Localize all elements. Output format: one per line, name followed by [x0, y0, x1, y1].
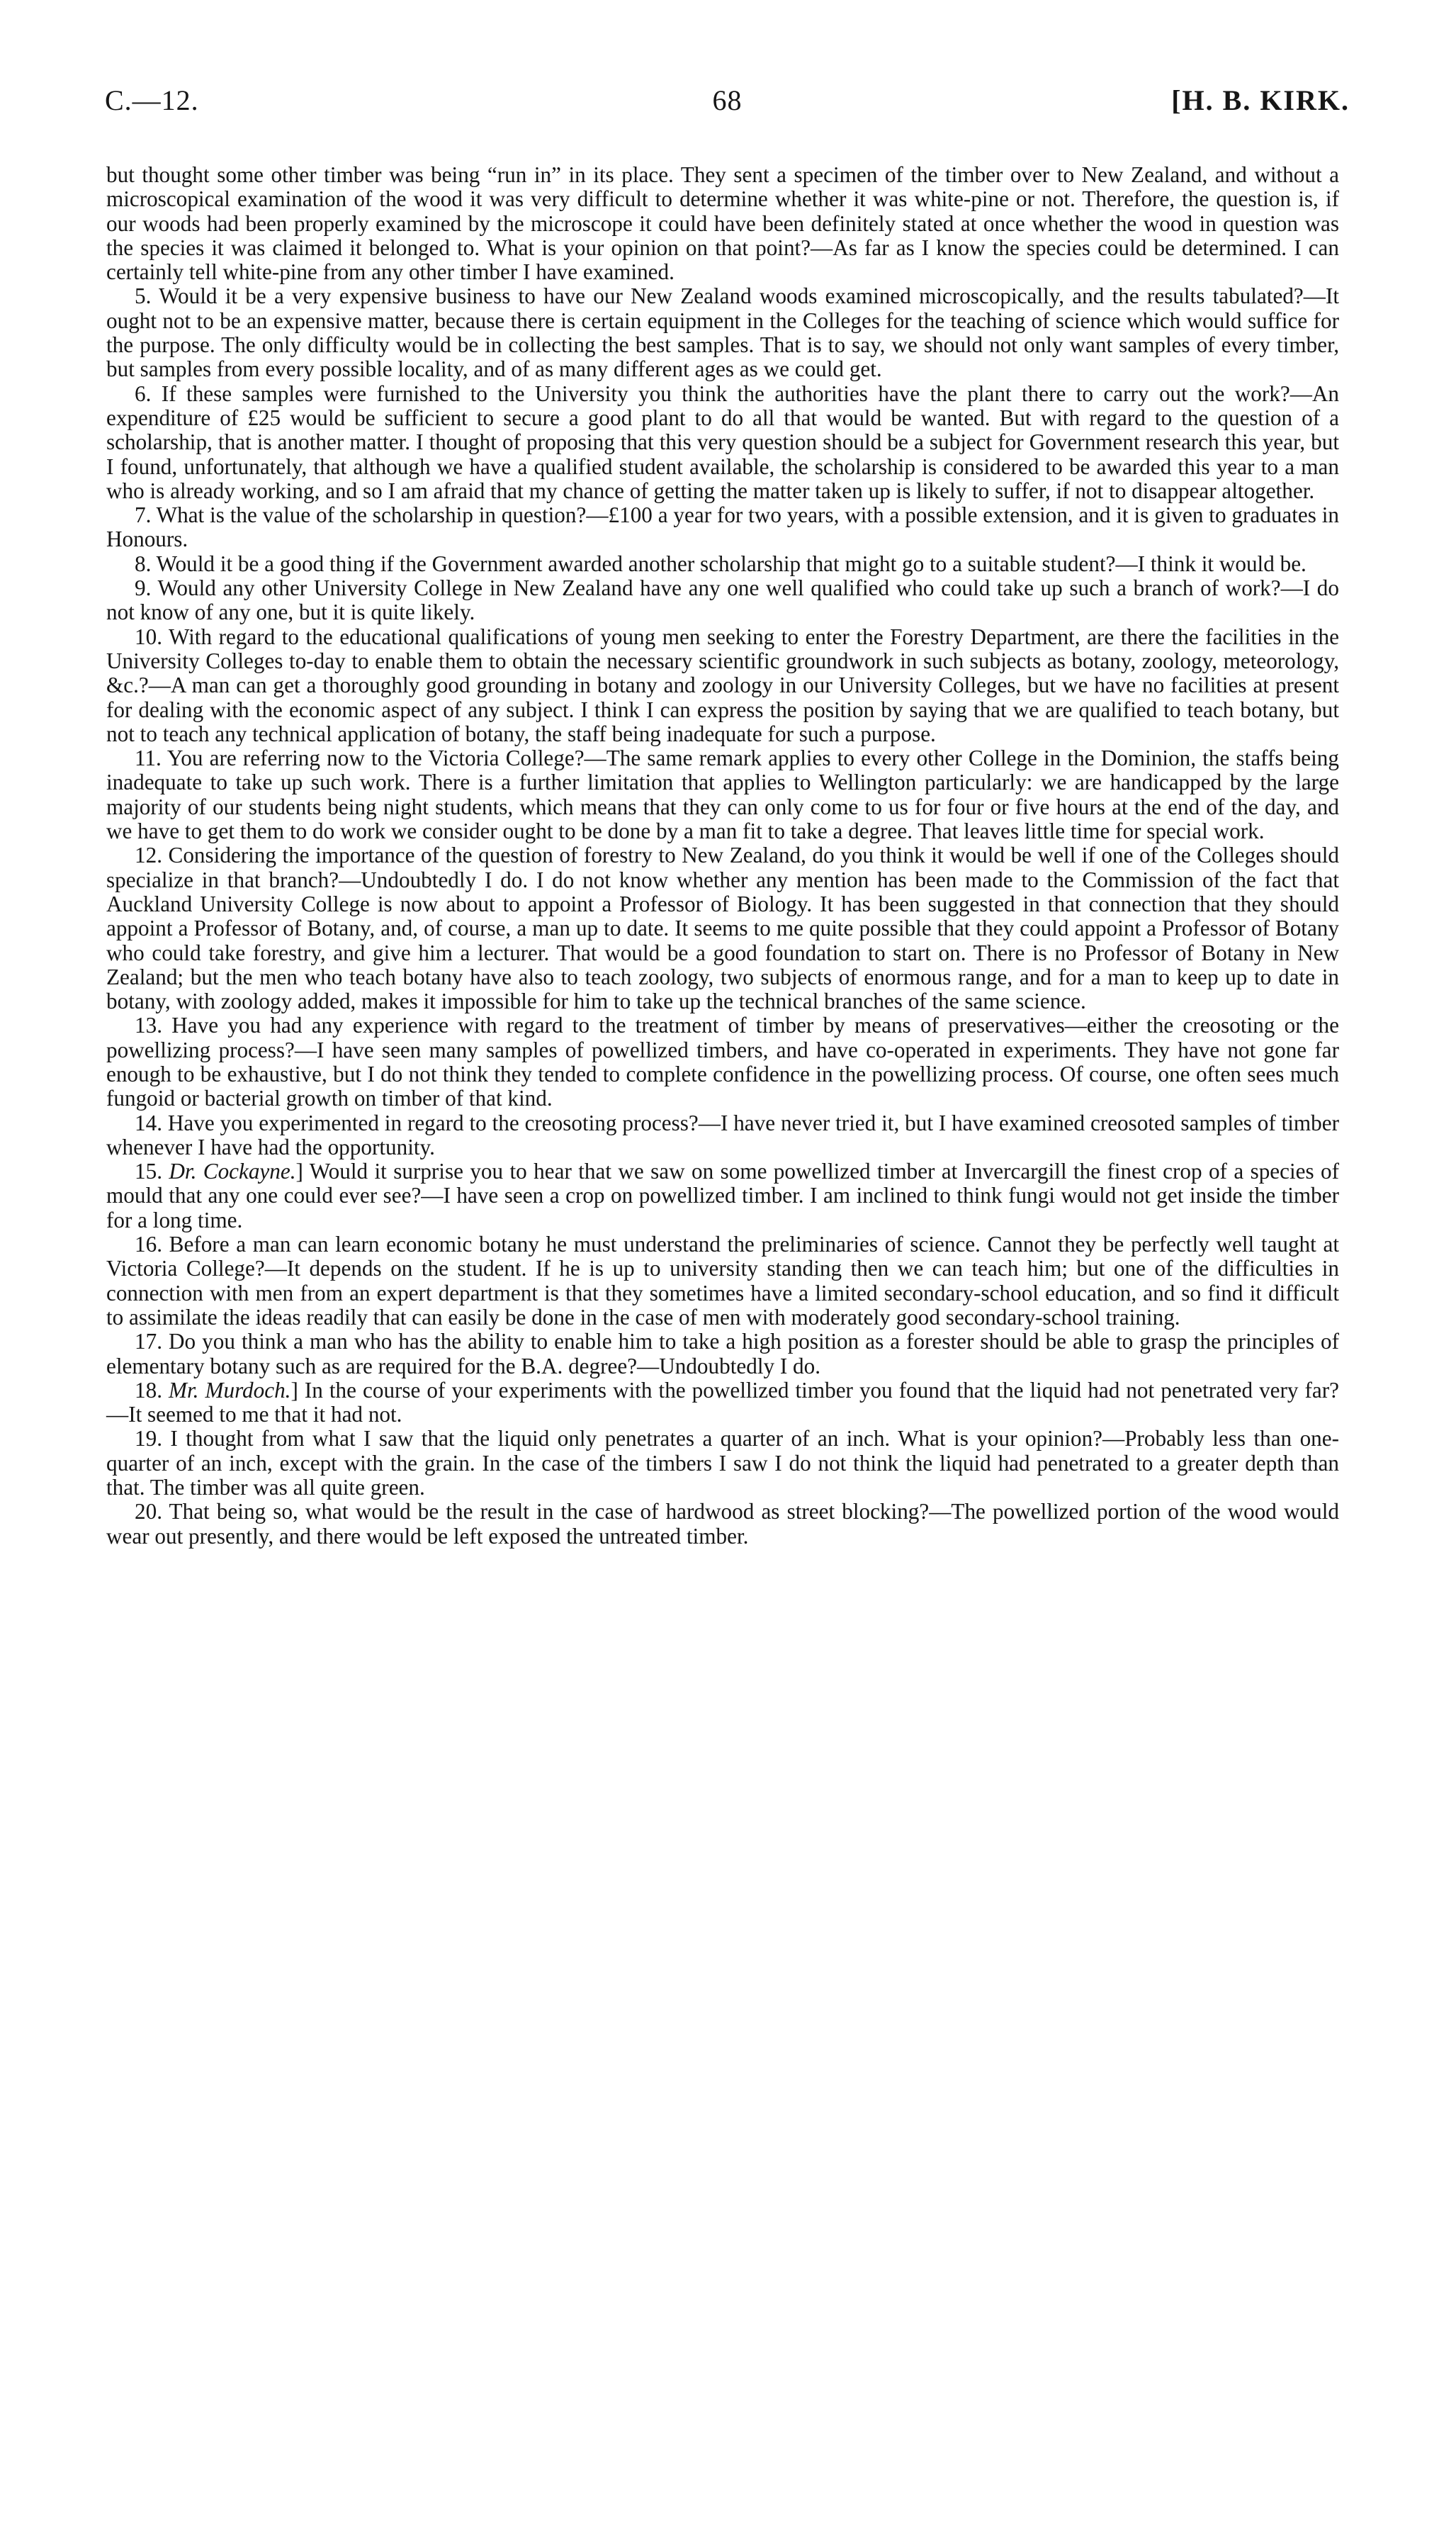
- question-text: ] In the course of your experiments with the powellized timber you found that the liquid had not penetrated very far?—It seemed to me that it had not.: [106, 1377, 1339, 1427]
- paper-number: C.—12.: [105, 84, 199, 116]
- question-16: 16. Before a man can learn economic botany he must understand the preliminaries of science. Cannot they be perfectly well taught at Victoria College?—It depends on the student. If he is up to university standing then we can teach him; but one of the difficulties in connection with men from an expert department is that they sometimes have a limited secondary-school education, and so find it difficult to assimilate the ideas readily that can easily be done in the case of men with moderately good secondary-school training.: [106, 1232, 1339, 1330]
- question-7: 7. What is the value of the scholarship in question?—£100 a year for two years, with a possible extension, and it is given to graduates in Honours.: [106, 502, 1339, 552]
- question-12: 12. Considering the importance of the question of forestry to New Zealand, do you think it would be well if one of the Colleges should specialize in that branch?—Undoubtedly I do. I do not know whether any mention has been made to the Commission of the fact that Auckland University College is now about to appoint a Professor of Biology. It has been suggested in that connection that they should appoint a Professor of Botany, and, of course, a man up to date. It seems to me quite possible that they could appoint a Professor of Botany who could take forestry, and give him a lecturer. That would be a good foundation to start on. There is no Professor of Botany in New Zealand; but the men who teach botany have also to teach zoology, two subjects of enormous range, and for a man to keep up to date in botany, with zoology added, makes it impossible for him to take up the technical branches of the same science.: [106, 843, 1339, 1014]
- document-body: [106, 163, 1339, 1549]
- question-8: 8. Would it be a good thing if the Government awarded another scholarship that might go to a suitable student?—I think it would be.: [135, 551, 1307, 576]
- paragraph-continuation: but thought some other timber was being “run in” in its place. They sent a specimen of the timber over to New Zealand, and without a microscopical examination of the wood it was very difficult to determine whether it was white-pine or not. Therefore, the question is, if our woods had been properly examined by the microscope it could have been definitely stated at once whether the wood in question was the species it was claimed it belonged to. What is your opinion on that point?—As far as I know the species could be determined. I can certainly tell white-pine from any other timber I have examined.: [106, 162, 1339, 285]
- question-15: [106, 1159, 1339, 1232]
- question-18: [106, 1378, 1339, 1427]
- question-number: 18.: [135, 1377, 169, 1403]
- question-17: 17. Do you think a man who has the ability to enable him to take a high position as a forester should be able to grasp the principles of elementary botany such as are required for the B.A. degree?—Undoubtedly I do.: [106, 1329, 1339, 1378]
- page-header: [105, 84, 1350, 126]
- speaker-name: Mr. Murdoch.: [169, 1377, 291, 1403]
- question-9: 9. Would any other University College in New Zealand have any one well qualified who could take up such a branch of work?—I do not know of any one, but it is quite likely.: [106, 575, 1339, 625]
- page-number: 68: [712, 84, 743, 116]
- speaker-name: Dr. Cockayne.: [169, 1159, 296, 1184]
- question-5: 5. Would it be a very expensive business to have our New Zealand woods examined microscopically, and the results tabulated?—It ought not to be an expensive matter, because there is certain equipment in the Colleges for the teaching of science which would suffice for the purpose. The only difficulty would be in collecting the best samples. That is to say, we should not only want samples of every timber, but samples from every possible locality, and of as many different ages as we could get.: [106, 283, 1339, 382]
- question-14: 14. Have you experimented in regard to the creosoting process?—I have never tried it, but I have examined creosoted samples of timber whenever I have had the opportunity.: [106, 1110, 1339, 1159]
- question-6: 6. If these samples were furnished to the University you think the authorities have the plant there to carry out the work?—An expenditure of £25 would be sufficient to secure a good plant to do all that would be wanted. But with regard to the question of a scholarship, that is another matter. I thought of proposing that this very question should be a subject for Government research this year, but I found, unfortunately, that although we have a qualified student available, the scholarship is considered to be awarded this year to a man who is already working, and so I am afraid that my chance of getting the matter taken up is likely to suffer, if not to disappear altogether.: [106, 381, 1339, 503]
- question-19: 19. I thought from what I saw that the liquid only penetrates a quarter of an inch. What is your opinion?—Probably less than one-quarter of an inch, except with the grain. In the case of the timbers I saw I do not think the liquid had penetrated to a greater depth than that. The timber was all quite green.: [106, 1426, 1339, 1500]
- question-11: 11. You are referring now to the Victoria College?—The same remark applies to every other College in the Dominion, the staffs being inadequate to take up such work. There is a further limitation that applies to Wellington particularly: we are handicapped by the large majority of our students being night students, which means that they can only come to us for four or five hours at the end of the day, and we have to get them to do work we consider ought to be done by a man fit to take a degree. That leaves little time for special work.: [106, 746, 1339, 844]
- question-text: ] Would it surprise you to hear that we saw on some powellized timber at Invercargill the finest crop of a species of mould that any one could ever see?—I have seen a crop on powellized timber. I am inclined to think fungi would not get inside the timber for a long time.: [106, 1159, 1339, 1232]
- witness-name: [H. B. KIRK.: [1171, 84, 1350, 116]
- question-number: 15.: [135, 1159, 169, 1184]
- question-10: 10. With regard to the educational qualifications of young men seeking to enter the Forestry Department, are there the facilities in the University Colleges to-day to enable them to obtain the necessary scientific groundwork in such subjects as botany, zoology, meteorology, &c.?—A man can get a thoroughly good grounding in botany and zoology in our University Colleges, but we have no facilities at present for dealing with the economic aspect of any subject. I think I can express the position by saying that we are qualified to teach botany, but not to teach any technical application of botany, the staff being inadequate for such a purpose.: [106, 624, 1339, 746]
- question-13: 13. Have you had any experience with regard to the treatment of timber by means of preservatives—either the creosoting or the powellizing process?—I have seen many samples of powellized timbers, and have co-operated in experiments. They have not gone far enough to be exhaustive, but I do not think they tended to complete confidence in the powellizing process. Of course, one often sees much fungoid or bacterial growth on timber of that kind.: [106, 1013, 1339, 1111]
- question-20: 20. That being so, what would be the result in the case of hardwood as street blocking?—The powellized portion of the wood would wear out presently, and there would be left exposed the untreated timber.: [106, 1499, 1339, 1549]
